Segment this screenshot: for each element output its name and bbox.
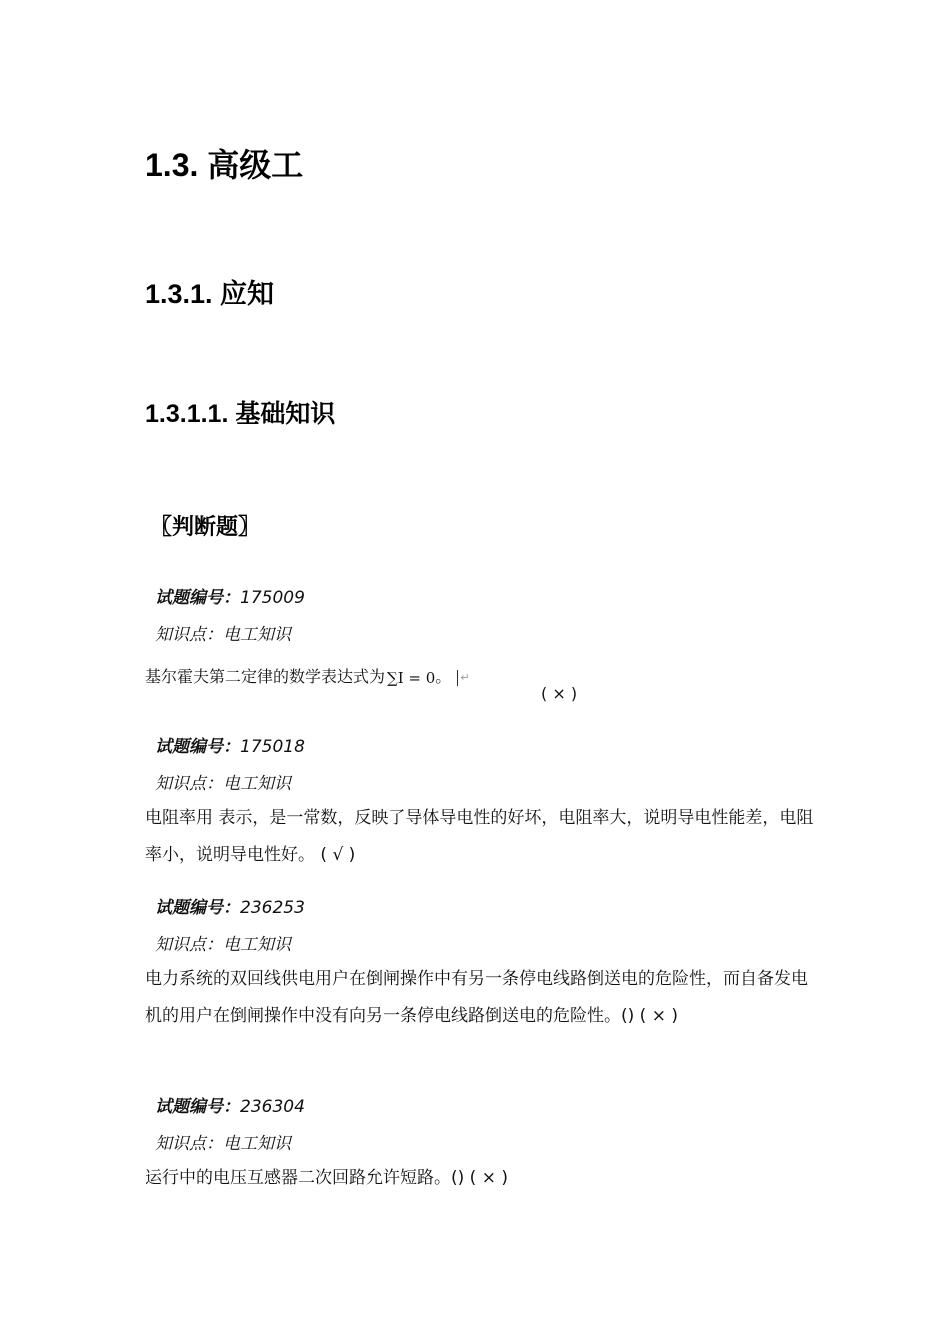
question-id-line (155, 583, 305, 608)
knowledge-point-line (155, 930, 291, 955)
knowledge-point-value: 电工知识 (223, 1134, 291, 1154)
question-text: 电力系统的双回线供电用户在倒闸操作中有另一条停电线路倒送电的危险性，而自备发电机的用户在倒闸操作中没有向另一条停电线路倒送电的危险性。() ( × ) (145, 969, 808, 1026)
text-cursor-icon (457, 670, 458, 686)
knowledge-point-value: 电工知识 (223, 935, 291, 955)
knowledge-point-label: 知识点： (155, 935, 223, 955)
formula: ∑I = 0 (387, 668, 436, 687)
question-id-line (155, 893, 305, 918)
question-text-body: 基尔霍夫第二定律的数学表达式为 (145, 667, 386, 686)
question-answer: ( × ) (541, 684, 578, 703)
question-id-label: 试题编号： (155, 737, 240, 757)
knowledge-point-label: 知识点： (155, 1134, 223, 1154)
heading-level-3: 1.3.1.1. 基础知识 (145, 400, 336, 428)
question-id-label: 试题编号： (155, 898, 240, 918)
question-id-value: 175018 (240, 737, 305, 757)
question-text: 运行中的电压互感器二次回路允许短路。() ( × ) (145, 1168, 508, 1188)
heading-level-1: 1.3. 高级工 (145, 147, 304, 183)
question-text: 电阻率用 表示，是一常数，反映了导体导电性的好坏，电阻率大，说明导电性能差，电阻率小，说明导电性好。 ( √ ) (145, 808, 814, 865)
question-id-line (155, 732, 305, 757)
knowledge-point-line (155, 1129, 291, 1154)
knowledge-point-line (155, 620, 291, 645)
question-id-label: 试题编号： (155, 1097, 240, 1117)
knowledge-point-label: 知识点： (155, 625, 223, 645)
heading-level-2: 1.3.1. 应知 (145, 279, 275, 309)
section-title: 〖判断题〗 (150, 515, 261, 540)
question-id-value: 175009 (240, 588, 305, 608)
paragraph-mark-icon: ↵ (460, 671, 470, 684)
formula-end: 。 (435, 667, 452, 686)
knowledge-point-label: 知识点： (155, 774, 223, 794)
question-id-value: 236304 (240, 1097, 305, 1117)
question-id-label: 试题编号： (155, 588, 240, 608)
question-id-value: 236253 (240, 898, 305, 918)
question-text (145, 664, 470, 687)
knowledge-point-line (155, 769, 291, 794)
knowledge-point-value: 电工知识 (223, 625, 291, 645)
question-id-line (155, 1092, 305, 1117)
knowledge-point-value: 电工知识 (223, 774, 291, 794)
